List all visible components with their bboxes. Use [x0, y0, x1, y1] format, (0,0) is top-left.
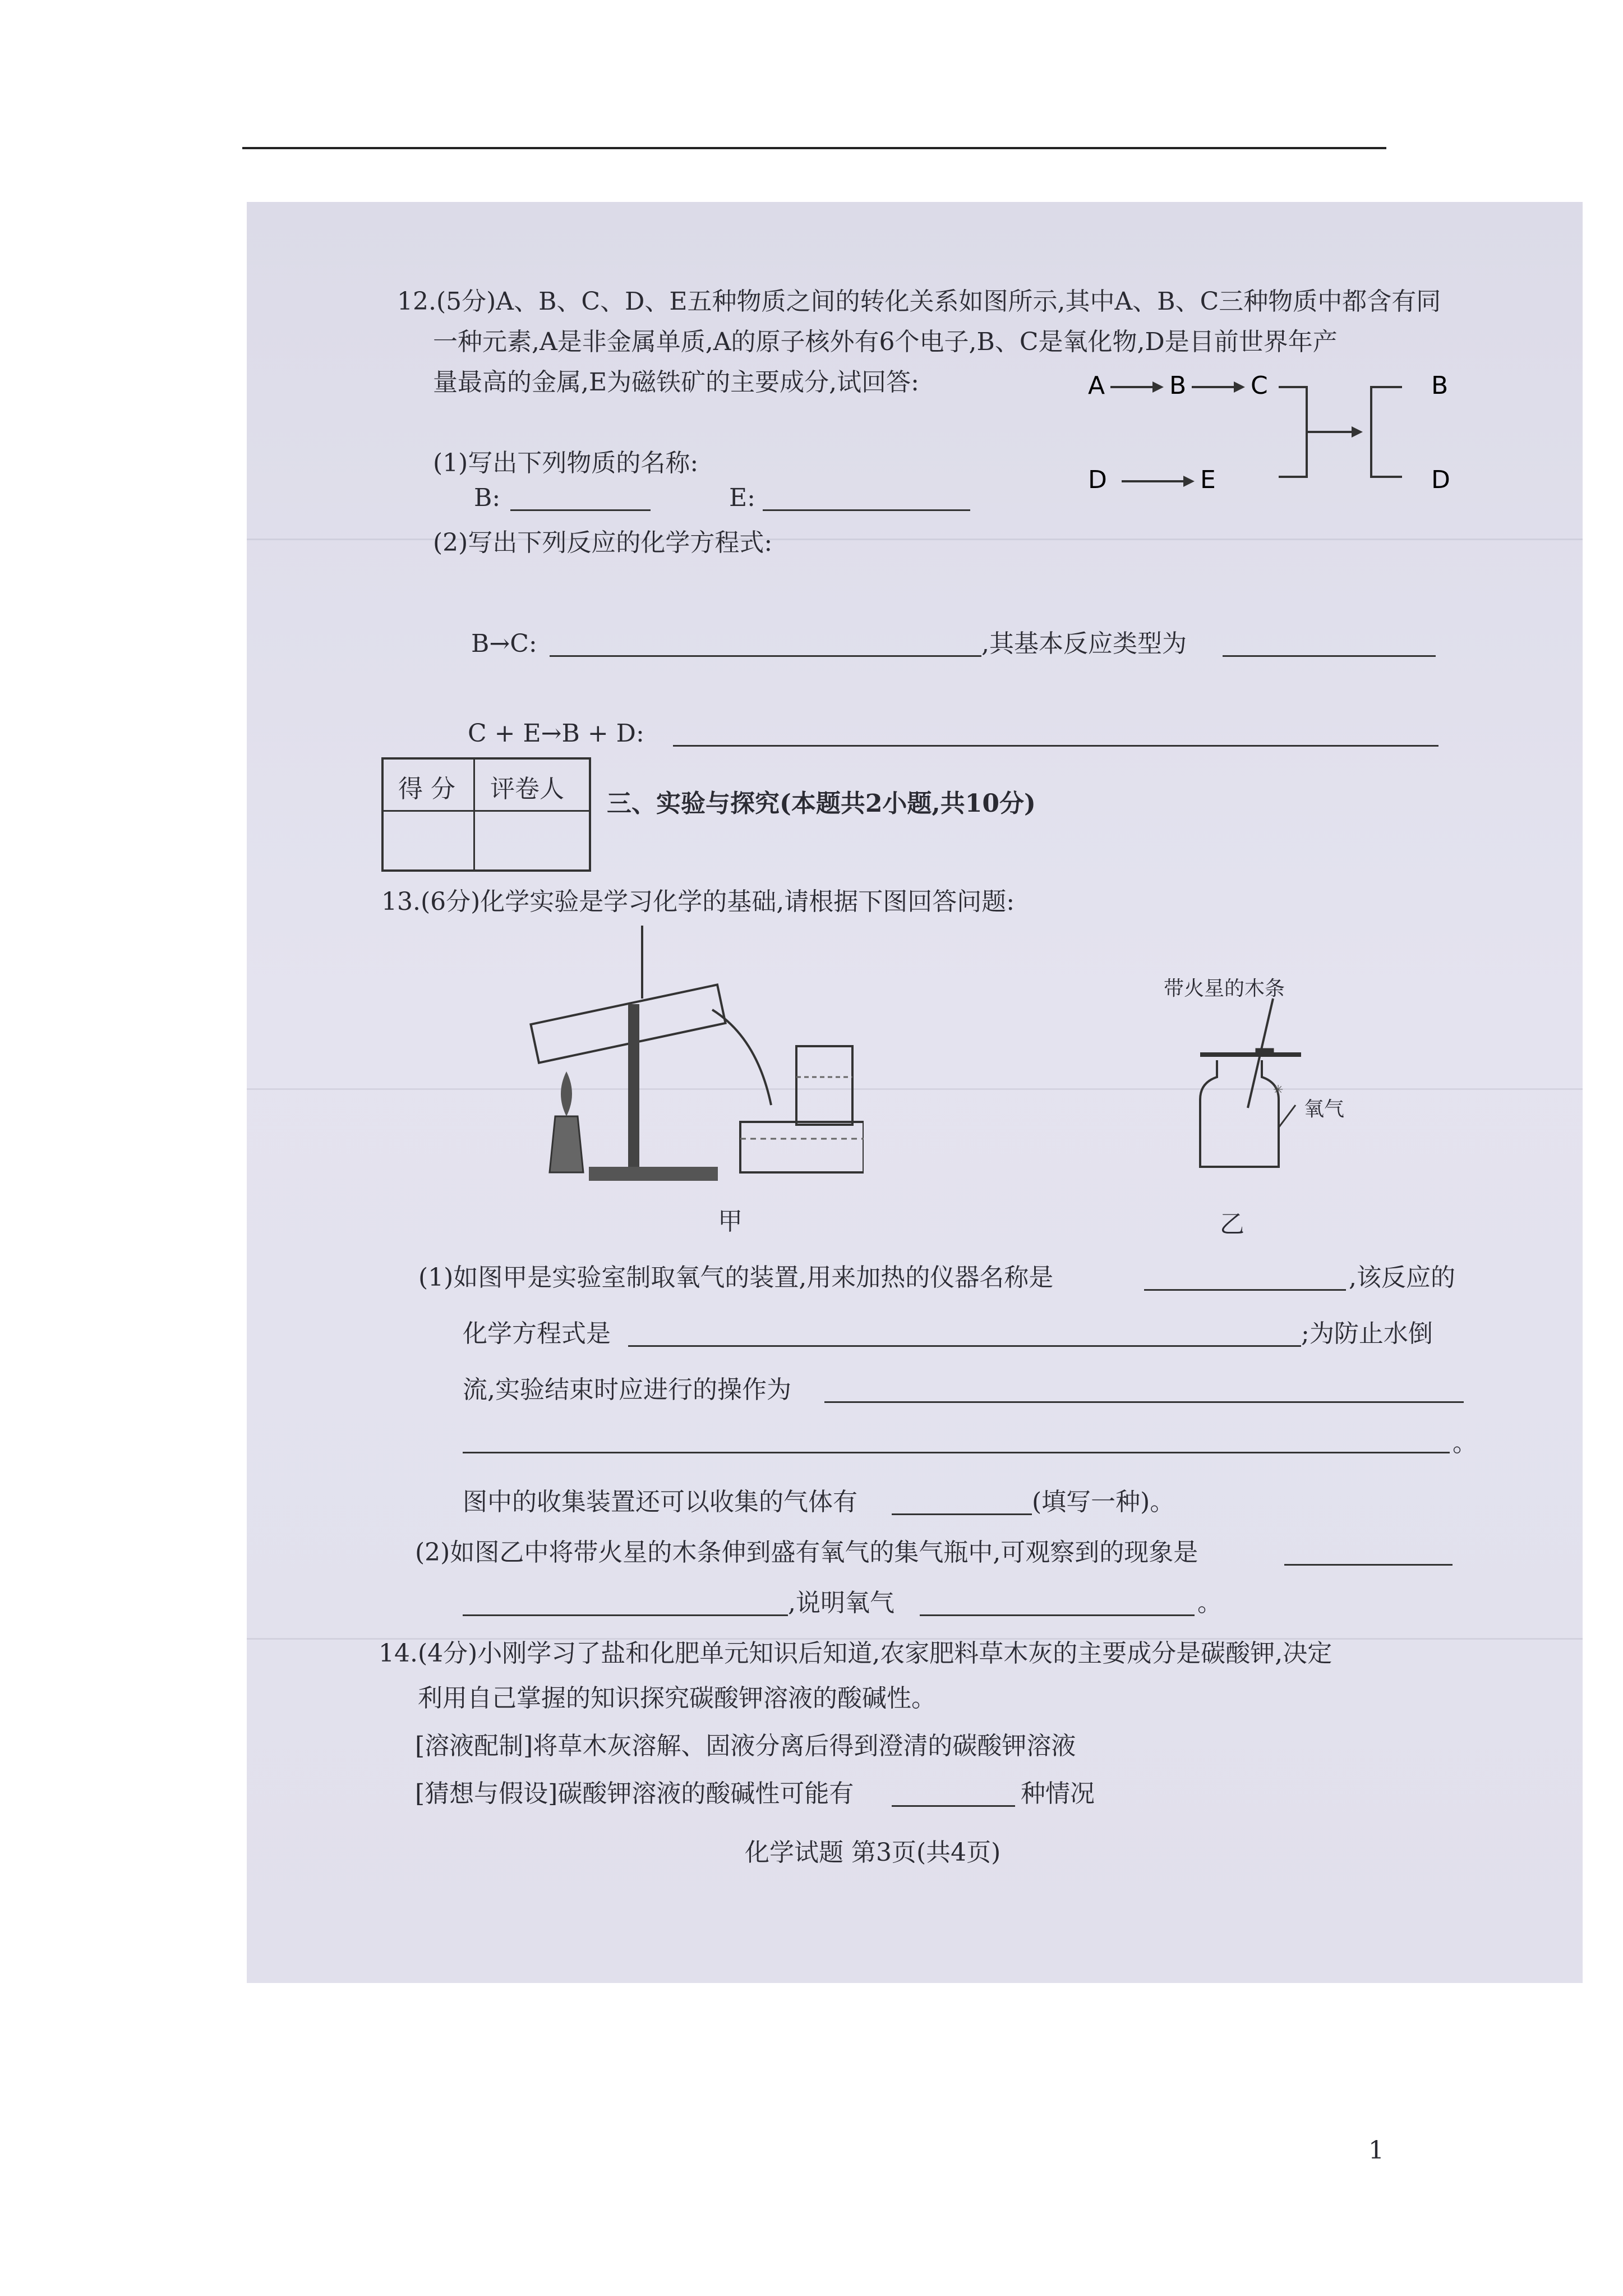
q13-p1-d: ;为防止水倒 — [1301, 1319, 1433, 1348]
node-e: E — [1200, 466, 1216, 494]
page-footer: 化学试题 第3页(共4页) — [745, 1838, 1001, 1867]
node-out-b: B — [1431, 371, 1449, 400]
q12-line1: 12.(5分)A、B、C、D、E五种物质之间的转化关系如图所示,其中A、B、C三种物质中都含有同 — [397, 287, 1441, 316]
q13-p2-b: ,说明氧气 — [788, 1589, 895, 1617]
q12-sub2: (2)写出下列反应的化学方程式: — [433, 528, 773, 557]
blank-other-gas[interactable] — [892, 1513, 1032, 1515]
oxygen-label: 氧气 — [1304, 1098, 1345, 1121]
q14-line3: [溶液配制]将草木灰溶解、固液分离后得到澄清的碳酸钾溶液 — [415, 1732, 1076, 1760]
q13-p2-end: 。 — [1197, 1589, 1222, 1617]
splint-label: 带火星的木条 — [1164, 977, 1285, 1000]
q12-b-label: B: — [474, 484, 501, 512]
node-a: A — [1088, 371, 1105, 400]
node-out-d: D — [1431, 466, 1450, 494]
score-col-label: 得 分 — [398, 775, 455, 803]
q13-p2-a: (2)如图乙中将带火星的木条伸到盛有氧气的集气瓶中,可观察到的现象是 — [415, 1538, 1198, 1567]
fig-jia-caption: 甲 — [718, 1207, 743, 1236]
fig-yi-caption: 乙 — [1220, 1210, 1244, 1239]
grader-col-label: 评卷人 — [490, 775, 564, 803]
q13-p1-end: 。 — [1453, 1429, 1477, 1457]
q13-p1-c: 化学方程式是 — [463, 1319, 611, 1348]
blank-phenomenon-cont[interactable] — [463, 1614, 788, 1616]
header-rule — [242, 147, 1386, 149]
blank-bc-type[interactable] — [1223, 655, 1436, 657]
blank-situations-count[interactable] — [892, 1805, 1015, 1807]
q12-e-label: E: — [729, 484, 755, 512]
blank-heating-instrument[interactable] — [1144, 1289, 1346, 1291]
blank-oxygen-property[interactable] — [920, 1614, 1195, 1616]
blank-end-operation[interactable] — [824, 1401, 1464, 1403]
q12-line3: 量最高的金属,E为磁铁矿的主要成分,试回答: — [433, 368, 919, 397]
page-number: 1 — [1368, 2136, 1384, 2165]
blank-bc-equation[interactable] — [550, 655, 981, 657]
q12-conversion-diagram — [1088, 365, 1583, 510]
score-table — [381, 757, 591, 872]
node-d: D — [1088, 466, 1107, 494]
section3-title: 三、实验与探究(本题共2小题,共10分) — [607, 789, 1036, 818]
q12-ce-label: C + E→B + D: — [468, 719, 644, 748]
blank-ce-equation[interactable] — [673, 745, 1438, 747]
svg-text:✳: ✳ — [1273, 1083, 1284, 1097]
node-c: C — [1251, 371, 1268, 400]
blank-oxygen-equation[interactable] — [628, 1345, 1301, 1347]
exam-page-photo — [247, 202, 1583, 1983]
q13-p1-a: (1)如图甲是实验室制取氧气的装置,用来加热的仪器名称是 — [418, 1263, 1054, 1292]
q13-p1-g: (填写一种)。 — [1032, 1488, 1175, 1516]
q13-intro: 13.(6分)化学实验是学习化学的基础,请根据下图回答问题: — [381, 887, 1015, 916]
paper-fold — [247, 1088, 1583, 1090]
q12-bc-type-label: ,其基本反应类型为 — [981, 629, 1187, 658]
q13-p1-e: 流,实验结束时应进行的操作为 — [463, 1375, 791, 1404]
q14-line2: 利用自己掌握的知识探究碳酸钾溶液的酸碱性。 — [418, 1684, 936, 1713]
q14-line4-a: [猜想与假设]碳酸钾溶液的酸碱性可能有 — [415, 1779, 854, 1808]
q12-bc-label: B→C: — [471, 629, 537, 658]
blank-e[interactable] — [763, 509, 970, 511]
blank-phenomenon[interactable] — [1284, 1564, 1453, 1566]
node-b: B — [1169, 371, 1187, 400]
blank-end-operation-cont[interactable] — [463, 1452, 1450, 1453]
blank-b[interactable] — [510, 509, 651, 511]
q13-p1-b: ,该反应的 — [1349, 1263, 1455, 1292]
q14-line4-b: 种情况 — [1021, 1779, 1095, 1808]
q12-sub1: (1)写出下列物质的名称: — [433, 449, 699, 477]
q14-line1: 14.(4分)小刚学习了盐和化肥单元知识后知道,农家肥料草木灰的主要成分是碳酸钾,决定 — [379, 1639, 1332, 1668]
q13-p1-f: 图中的收集装置还可以收集的气体有 — [463, 1488, 857, 1516]
apparatus-jia-figure — [516, 926, 864, 1189]
q12-line2: 一种元素,A是非金属单质,A的原子核外有6个电子,B、C是氧化物,D是目前世界年产 — [433, 328, 1338, 356]
apparatus-yi-figure — [1144, 987, 1380, 1178]
